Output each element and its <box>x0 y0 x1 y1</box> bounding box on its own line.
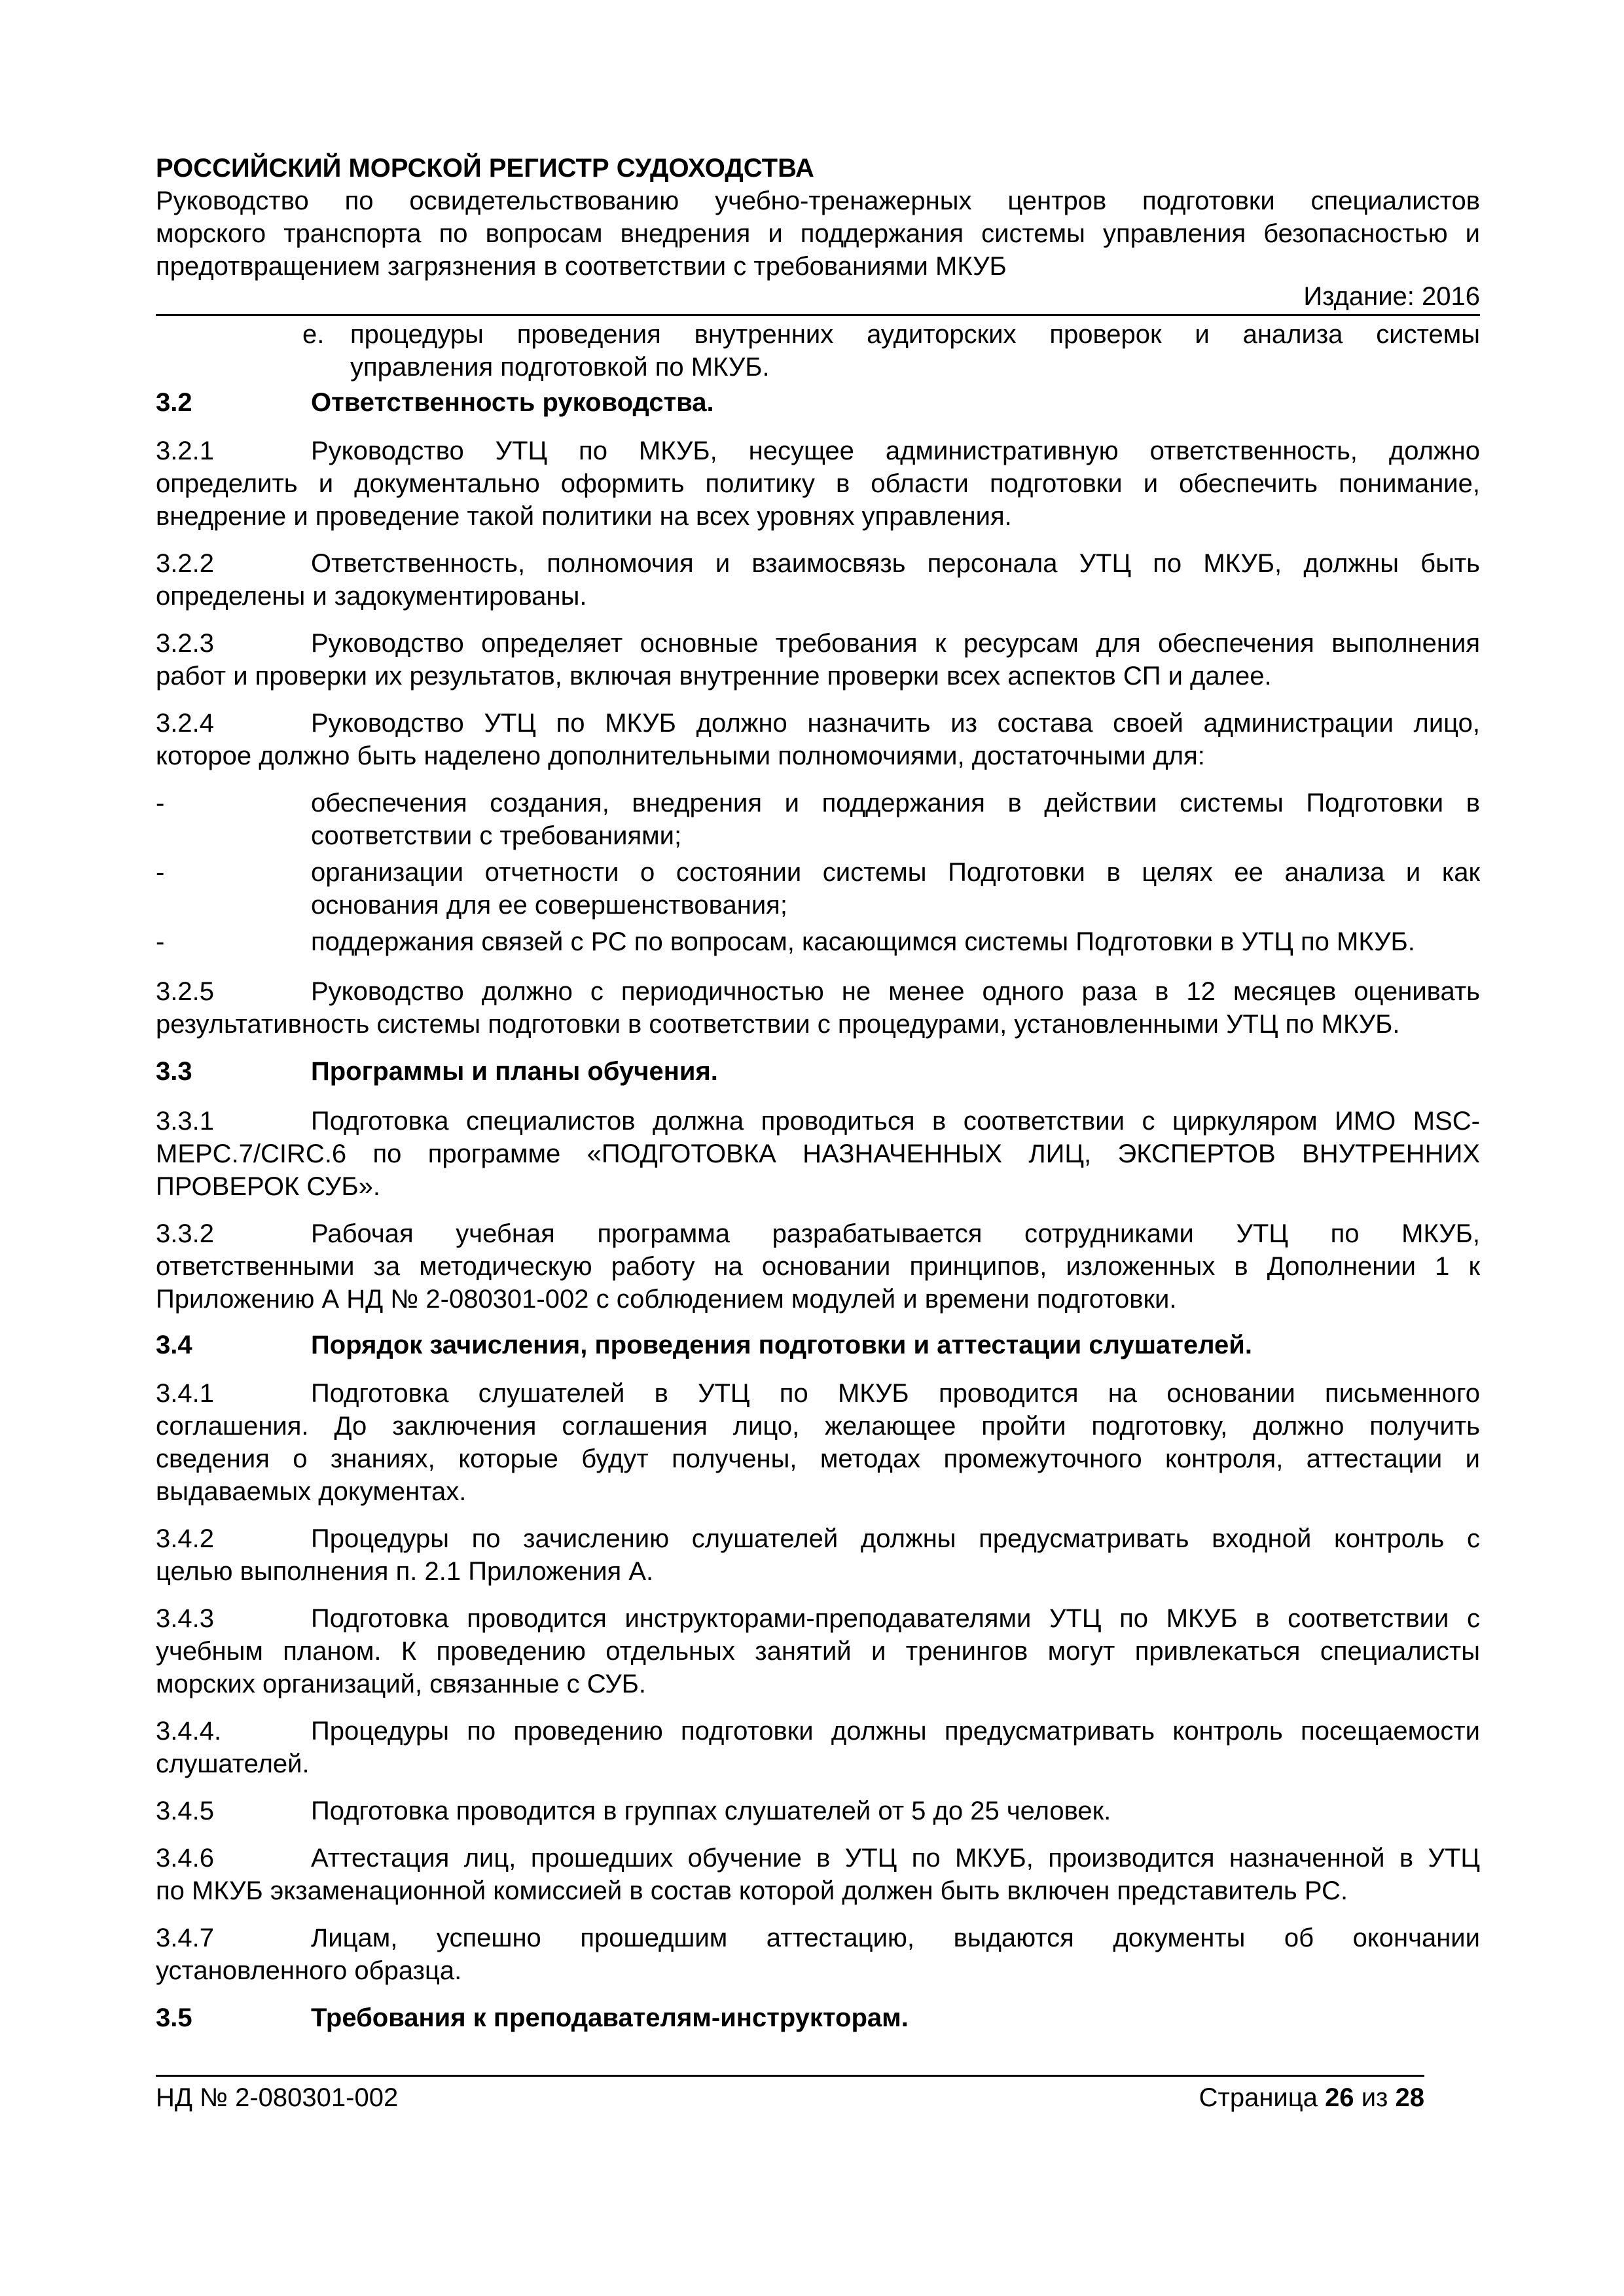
clause-number-3-2-1: 3.2.1 <box>156 437 214 465</box>
document-subtitle-line-1: Руководство по освидетельствованию учебно-тренажерных центров подготовки специалистов <box>156 187 1480 215</box>
clause-3-2-3-line-2: работ и проверки их результатов, включая внутренние проверки всех аспектов СП и далее. <box>156 662 1272 691</box>
section-number-3-2: 3.2 <box>156 388 192 417</box>
section-title-3-3: Программы и планы обучения. <box>311 1057 718 1086</box>
section-number-3-3: 3.3 <box>156 1057 192 1086</box>
clause-3-3-2-line-1: Рабочая учебная программа разрабатывается сотрудниками УТЦ по МКУБ, <box>311 1219 1480 1248</box>
clause-3-4-3-line-2: учебным планом. К проведению отдельных занятий и тренингов могут привлекаться специалисты <box>156 1637 1480 1666</box>
clause-3-3-1-line-3: ПРОВЕРОК СУБ». <box>156 1172 380 1201</box>
clause-3-2-5-line-1: Руководство должно с периодичностью не менее одного раза в 12 месяцев оценивать <box>311 977 1480 1006</box>
footer-page-word: Страница <box>1199 2083 1318 2112</box>
clause-number-3-2-4: 3.2.4 <box>156 709 214 738</box>
clause-number-3-4-3: 3.4.3 <box>156 1604 214 1633</box>
clause-3-2-1-line-1: Руководство УТЦ по МКУБ, несущее административную ответственность, должно <box>311 437 1480 465</box>
clause-3-2-1-line-3: внедрение и проведение такой политики на всех уровнях управления. <box>156 502 1012 531</box>
clause-3-3-2-line-3: Приложению А НД № 2-080301-002 с соблюдением модулей и времени подготовки. <box>156 1285 1177 1314</box>
bullet-1-line-1: обеспечения создания, внедрения и поддержания в действии системы Подготовки в <box>311 789 1480 817</box>
clause-3-2-3-line-1: Руководство определяет основные требования к ресурсам для обеспечения выполнения <box>311 629 1480 658</box>
footer-page-total: 28 <box>1395 2083 1424 2112</box>
list-item-e-line-1: процедуры проведения внутренних аудиторских проверок и анализа системы <box>350 320 1480 349</box>
clause-number-3-3-2: 3.3.2 <box>156 1219 214 1248</box>
clause-3-4-3-line-1: Подготовка проводится инструкторами-преподавателями УТЦ по МКУБ в соответствии с <box>311 1604 1480 1633</box>
clause-3-3-1-line-1: Подготовка специалистов должна проводиться в соответствии с циркуляром ИМО MSC- <box>311 1107 1480 1136</box>
clause-number-3-3-1: 3.3.1 <box>156 1107 214 1136</box>
footer-page-of: из <box>1361 2083 1388 2112</box>
section-title-3-2: Ответственность руководства. <box>311 388 714 417</box>
clause-3-2-2-line-1: Ответственность, полномочия и взаимосвязь персонала УТЦ по МКУБ, должны быть <box>311 549 1480 578</box>
bullet-dash-2: - <box>156 858 165 887</box>
clause-number-3-4-6: 3.4.6 <box>156 1844 214 1873</box>
edition-label: Издание: 2016 <box>1303 282 1480 311</box>
bullet-3-line-1: поддержания связей с РС по вопросам, касающимся системы Подготовки в УТЦ по МКУБ. <box>311 927 1415 956</box>
footer-page-current: 26 <box>1325 2083 1354 2112</box>
clause-3-4-4-line-1: Процедуры по проведению подготовки должны предусматривать контроль посещаемости <box>311 1717 1480 1746</box>
bullet-dash-1: - <box>156 789 165 817</box>
clause-number-3-4-1: 3.4.1 <box>156 1379 214 1408</box>
bullet-dash-3: - <box>156 927 165 956</box>
clause-3-4-7-line-2: установленного образца. <box>156 1956 462 1985</box>
section-title-3-4: Порядок зачисления, проведения подготовки и аттестации слушателей. <box>311 1331 1252 1359</box>
clause-3-4-5-line-1: Подготовка проводится в группах слушателей от 5 до 25 человек. <box>311 1797 1111 1825</box>
clause-number-3-2-2: 3.2.2 <box>156 549 214 578</box>
clause-3-4-1-line-1: Подготовка слушателей в УТЦ по МКУБ проводится на основании письменного <box>311 1379 1480 1408</box>
clause-3-4-6-line-2: по МКУБ экзаменационной комиссией в состав которой должен быть включен представитель РС. <box>156 1876 1348 1905</box>
section-title-3-5: Требования к преподавателям-инструкторам. <box>311 2003 909 2032</box>
organization-title: РОССИЙСКИЙ МОРСКОЙ РЕГИСТР СУДОХОДСТВА <box>156 154 814 183</box>
clause-3-3-2-line-2: ответственными за методическую работу на основании принципов, изложенных в Дополнении 1 к <box>156 1252 1480 1281</box>
clause-3-4-7-line-1: Лицам, успешно прошедшим аттестацию, выдаются документы об окончании <box>311 1924 1480 1952</box>
clause-3-4-2-line-2: целью выполнения п. 2.1 Приложения А. <box>156 1557 654 1586</box>
clause-3-2-5-line-2: результативность системы подготовки в соответствии с процедурами, установленными УТЦ по МКУБ. <box>156 1010 1400 1039</box>
section-number-3-4: 3.4 <box>156 1331 192 1359</box>
section-number-3-5: 3.5 <box>156 2003 192 2032</box>
bullet-2-line-1: организации отчетности о состоянии системы Подготовки в целях ее анализа и как <box>311 858 1480 887</box>
footer-doc-number: НД № 2-080301-002 <box>156 2083 399 2112</box>
footer-divider <box>156 2075 1424 2077</box>
list-item-e-line-2: управления подготовкой по МКУБ. <box>350 353 770 382</box>
clause-3-4-3-line-3: морских организаций, связанные с СУБ. <box>156 1670 647 1698</box>
document-subtitle-line-2: морского транспорта по вопросам внедрения и поддержания системы управления безопасностью и <box>156 219 1480 248</box>
bullet-1-line-2: соответствии с требованиями; <box>311 821 682 850</box>
clause-3-4-6-line-1: Аттестация лиц, прошедших обучение в УТЦ по МКУБ, производится назначенной в УТЦ <box>311 1844 1480 1873</box>
list-marker-e: e. <box>302 320 325 349</box>
clause-3-4-1-line-2: соглашения. До заключения соглашения лицо, желающее пройти подготовку, должно получить <box>156 1412 1480 1441</box>
bullet-2-line-2: основания для ее совершенствования; <box>311 891 787 920</box>
clause-number-3-4-4: 3.4.4. <box>156 1717 222 1746</box>
clause-3-2-2-line-2: определены и задокументированы. <box>156 582 587 611</box>
clause-number-3-2-5: 3.2.5 <box>156 977 214 1006</box>
clause-number-3-2-3: 3.2.3 <box>156 629 214 658</box>
document-subtitle-line-3: предотвращением загрязнения в соответствии с требованиями МКУБ <box>156 252 1007 281</box>
clause-3-2-1-line-2: определить и документально оформить политику в области подготовки и обеспечить понимание, <box>156 469 1480 498</box>
clause-number-3-4-7: 3.4.7 <box>156 1924 214 1952</box>
clause-3-4-4-line-2: слушателей. <box>156 1749 310 1778</box>
footer-page-indicator <box>1199 2081 1424 2114</box>
clause-number-3-4-5: 3.4.5 <box>156 1797 214 1825</box>
header-divider <box>156 314 1480 316</box>
clause-3-2-4-line-2: которое должно быть наделено дополнительными полномочиями, достаточными для: <box>156 742 1205 770</box>
clause-number-3-4-2: 3.4.2 <box>156 1524 214 1553</box>
clause-3-4-2-line-1: Процедуры по зачислению слушателей должны предусматривать входной контроль с <box>311 1524 1480 1553</box>
clause-3-2-4-line-1: Руководство УТЦ по МКУБ должно назначить из состава своей администрации лицо, <box>311 709 1480 738</box>
clause-3-3-1-line-2: MEPC.7/CIRC.6 по программе «ПОДГОТОВКА НАЗНАЧЕННЫХ ЛИЦ, ЭКСПЕРТОВ ВНУТРЕННИХ <box>156 1139 1480 1168</box>
clause-3-4-1-line-3: сведения о знаниях, которые будут получены, методах промежуточного контроля, аттестации и <box>156 1444 1480 1473</box>
clause-3-4-1-line-4: выдаваемых документах. <box>156 1477 467 1506</box>
